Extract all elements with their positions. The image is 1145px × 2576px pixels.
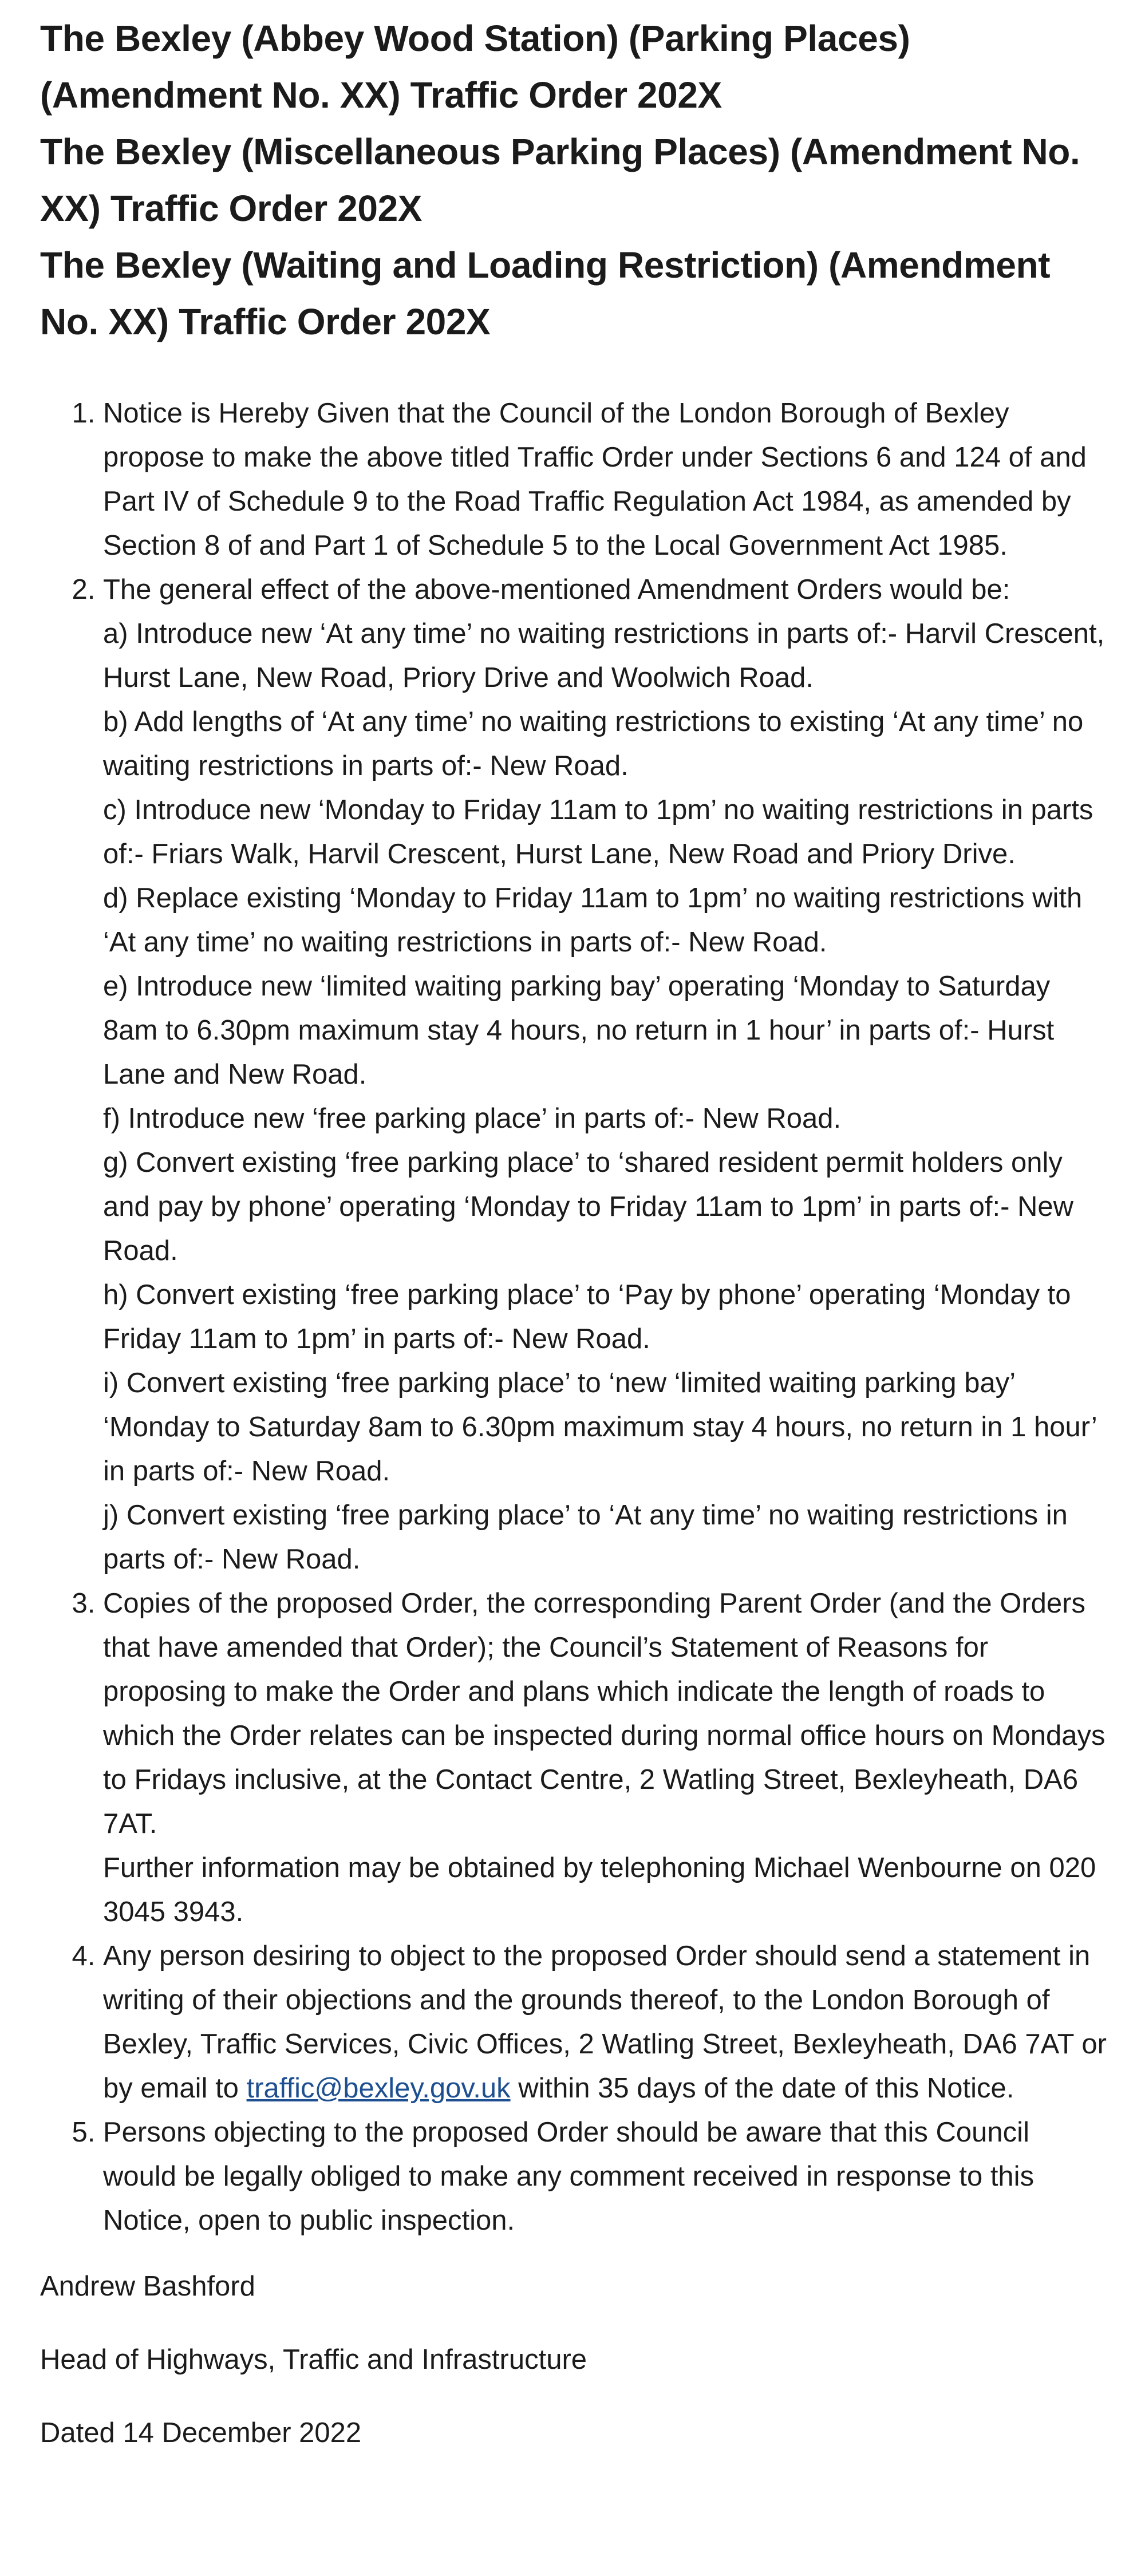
paragraph-4-deadline: within 35 days of the date of this Notice. — [510, 2073, 1014, 2104]
paragraph-2-intro: The general effect of the above-mentioned Amendment Orders would be: — [103, 574, 1010, 605]
effect-item-f: f) Introduce new ‘free parking place’ in parts of:- New Road. — [103, 1103, 842, 1134]
signatory-role: Head of Highways, Traffic and Infrastructure — [40, 2344, 587, 2375]
notice-paragraph-3 — [103, 1582, 1110, 1934]
effect-item-i: i) Convert existing ‘free parking place’ to ‘new ‘limited waiting parking bay’ ‘Monday to Saturday 8am to 6.30pm maximum stay 4 hours, no return in 1 hour’ in parts of:- New Road. — [103, 1368, 1096, 1487]
notice-date: Dated 14 December 2022 — [40, 2417, 362, 2448]
notice-paragraph-4 — [103, 1934, 1110, 2111]
order-title-waiting-loading: The Bexley (Waiting and Loading Restriction) (Amendment No. XX) Traffic Order 202X — [40, 244, 1051, 342]
effect-item-d: d) Replace existing ‘Monday to Friday 11am to 1pm’ no waiting restrictions with ‘At any time’ no waiting restrictions in parts of:- New Road. — [103, 883, 1083, 958]
effect-item-e: e) Introduce new ‘limited waiting parking bay’ operating ‘Monday to Saturday 8am to 6.30pm maximum stay 4 hours, no return in 1 hour’ in parts of:- Hurst Lane and New Road. — [103, 971, 1055, 1090]
paragraph-1-text: Notice is Hereby Given that the Council of the London Borough of Bexley propose to make the above titled Traffic Order under Sections 6 and 124 of and Part IV of Schedule 9 to the Road Traffic Regulation Act 1984, as amended by Section 8 of and Part 1 of Schedule 5 to the Local Government Act 1985. — [103, 398, 1087, 561]
objection-email-link[interactable]: traffic@bexley.gov.uk — [246, 2073, 511, 2104]
effect-item-b: b) Add lengths of ‘At any time’ no waiting restrictions to existing ‘At any time’ no waiting restrictions in parts of:- New Road. — [103, 706, 1084, 781]
notice-paragraph-5 — [103, 2111, 1110, 2243]
notice-paragraph-2 — [103, 568, 1110, 1582]
effect-item-a: a) Introduce new ‘At any time’ no waiting restrictions in parts of:- Harvil Crescent, Hurst Lane, New Road, Priory Drive and Woolwich Road. — [103, 618, 1105, 693]
notice-paragraphs — [40, 392, 1110, 2243]
order-title-misc-parking: The Bexley (Miscellaneous Parking Places) (Amendment No. XX) Traffic Order 202X — [40, 131, 1080, 229]
further-information: Further information may be obtained by telephoning Michael Wenbourne on 020 3045 3943. — [103, 1852, 1096, 1927]
order-titles — [40, 10, 1110, 350]
paragraph-4-text: Any person desiring to object to the proposed Order should send a statement in writing of their objections and the grounds thereof, to the London Borough of Bexley, Traffic Services, Civic Offices, 2 Watling Street, Bexleyheath, DA6 7AT or by email to — [103, 1941, 1107, 2104]
paragraph-5-text: Persons objecting to the proposed Order should be aware that this Council would be legally obliged to make any comment received in response to this Notice, open to public inspection. — [103, 2117, 1035, 2236]
effect-item-c: c) Introduce new ‘Monday to Friday 11am to 1pm’ no waiting restrictions in parts of:- Friars Walk, Harvil Crescent, Hurst Lane, New Road and Priory Drive. — [103, 795, 1093, 870]
effect-item-j: j) Convert existing ‘free parking place’ to ‘At any time’ no waiting restrictions in parts of:- New Road. — [103, 1500, 1068, 1575]
signoff — [40, 2265, 1110, 2455]
order-title-abbey-wood: The Bexley (Abbey Wood Station) (Parking Places) (Amendment No. XX) Traffic Order 202X — [40, 18, 910, 116]
effect-item-h: h) Convert existing ‘free parking place’ to ‘Pay by phone’ operating ‘Monday to Friday 11am to 1pm’ in parts of:- New Road. — [103, 1279, 1071, 1354]
paragraph-3-text: Copies of the proposed Order, the corresponding Parent Order (and the Orders that have amended that Order); the Council’s Statement of Reasons for proposing to make the Order and plans which indicate the length of roads to which the Order relates can be inspected during normal office hours on Mondays to Fridays inclusive, at the Contact Centre, 2 Watling Street, Bexleyheath, DA6 7AT. — [103, 1588, 1105, 1839]
signatory-name: Andrew Bashford — [40, 2271, 255, 2302]
notice-paragraph-1 — [103, 392, 1110, 568]
effect-item-g: g) Convert existing ‘free parking place’ to ‘shared resident permit holders only and pay by phone’ operating ‘Monday to Friday 11am to 1pm’ in parts of:- New Road. — [103, 1147, 1074, 1266]
